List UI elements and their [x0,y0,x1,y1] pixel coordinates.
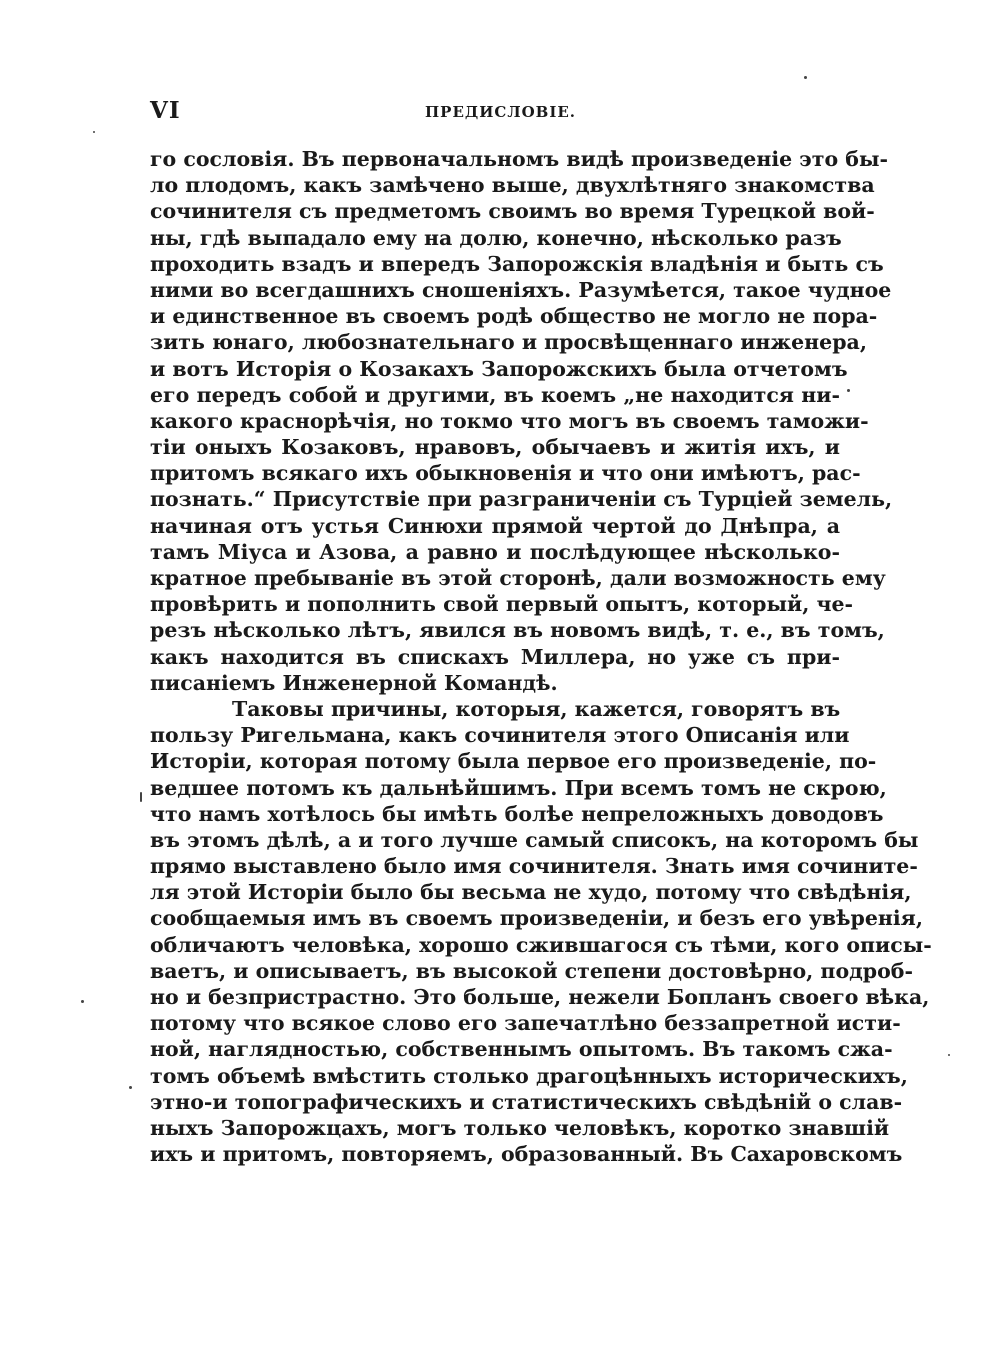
text-line: ныхъ Запорожцахъ, могъ только человѣкъ, коротко знавшій [150,1115,890,1140]
text-line: сообщаемыя имъ въ своемъ произведеніи, и безъ его увѣренія, [150,906,923,931]
text-line: ихъ и притомъ, повторяемъ, образованный. Въ Сахаровскомъ [150,1142,903,1167]
scan-speck [93,131,95,133]
text-line: писаніемъ Инженерной Командѣ. [150,670,558,695]
text-line: ны, гдѣ выпадало ему на долю, конечно, нѣсколько разъ [150,225,842,250]
text-line: резъ нѣсколько лѣтъ, явился въ новомъ видѣ, т. е., въ томъ, [150,618,885,643]
text-line: что намъ хотѣлось бы имѣть болѣе непреложныхъ доводовъ [150,801,884,826]
text-line: познать.“ Присутствіе при разграниченіи съ Турціей земель, [150,487,893,512]
scan-speck [948,1054,950,1056]
text-line: ной, наглядностью, собственнымъ опытомъ. Въ такомъ сжа- [150,1037,893,1062]
text-line: провѣрить и пополнить свой первый опытъ, который, че- [150,592,854,617]
text-line: ваетъ, и описываетъ, въ высокой степени достовѣрно, подроб- [150,958,913,983]
text-line: прямо выставлено было имя сочинителя. Знать имя сочините- [150,854,918,879]
body-text [150,146,932,1167]
scan-speck [140,792,142,802]
text-line: и единственное въ своемъ родѣ общество не могло не пора- [150,304,878,329]
text-line: начиная отъ устья Синюхи прямой чертой до Днѣпра, а [150,513,840,538]
text-line: Исторіи, которая потому была первое его произведеніе, по- [150,749,877,774]
text-line: тамъ Міуса и Азова, а равно и послѣдующее нѣсколько- [150,539,840,564]
scan-speck [804,76,807,79]
text-line: потому что всякое слово его запечатлѣно беззапретной исти- [150,1011,901,1036]
text-line: пользу Ригельмана, какъ сочинителя этого Описанія или [150,723,850,748]
text-line: го сословія. Въ первоначальномъ видѣ произведеніе это бы- [150,147,889,171]
scan-speck [129,1086,132,1089]
text-line: тіи оныхъ Козаковъ, нравовъ, обычаевъ и житія ихъ, и [150,435,840,460]
scan-speck [81,1000,84,1003]
running-title: ПРЕДИСЛОВІЕ. [425,103,577,121]
text-line: ними во всегдашнихъ сношеніяхъ. Разумѣется, такое чудное [150,277,892,302]
text-line: въ этомъ дѣлѣ, а и того лучше самый списокъ, на которомъ бы [150,827,919,852]
text-line: какого краснорѣчія, но токмо что могъ въ своемъ таможи- [150,408,869,433]
text-line: зить юнаго, любознательнаго и просвѣщеннаго инженера, [150,330,867,355]
text-line: сочинителя съ предметомъ своимъ во время Турецкой вой- [150,199,875,224]
page-header [150,97,840,127]
page-number: VI [150,97,181,124]
text-line: томъ объемѣ вмѣстить столько драгоцѣнныхъ историческихъ, [150,1063,908,1088]
text-line: ля этой Исторіи было бы весьма не худо, потому что свѣдѣнія, [150,880,912,905]
text-line: его передъ собой и другими, въ коемъ „не находится ни- [150,382,840,407]
scan-speck [847,389,850,392]
text-line: и вотъ Исторія о Козакахъ Запорожскихъ была отчетомъ [150,356,848,381]
text-line: ведшее потомъ къ дальнѣйшимъ. При всемъ томъ не скрою, [150,775,887,800]
text-line: проходить взадъ и впередъ Запорожскія владѣнія и быть съ [150,251,884,276]
text-line: обличаютъ человѣка, хорошо сжившагося съ тѣми, кого описы- [150,932,932,957]
paragraph-start-line: Таковы причины, которыя, кажется, говорятъ въ [232,696,841,721]
text-line: какъ находится въ спискахъ Миллера, но уже съ при- [150,644,840,669]
text-line: этно-и топографическихъ и статистическихъ свѣдѣній о слав- [150,1089,903,1114]
text-line: но и безпристрастно. Это больше, нежели Бопланъ своего вѣка, [150,985,930,1009]
text-line: притомъ всякаго ихъ обыкновенія и что они имѣютъ, рас- [150,461,861,486]
text-line: кратное пребываніе въ этой сторонѣ, дали возможность ему [150,566,886,590]
text-line: ло плодомъ, какъ замѣчено выше, двухлѣтняго знакомства [150,173,875,198]
